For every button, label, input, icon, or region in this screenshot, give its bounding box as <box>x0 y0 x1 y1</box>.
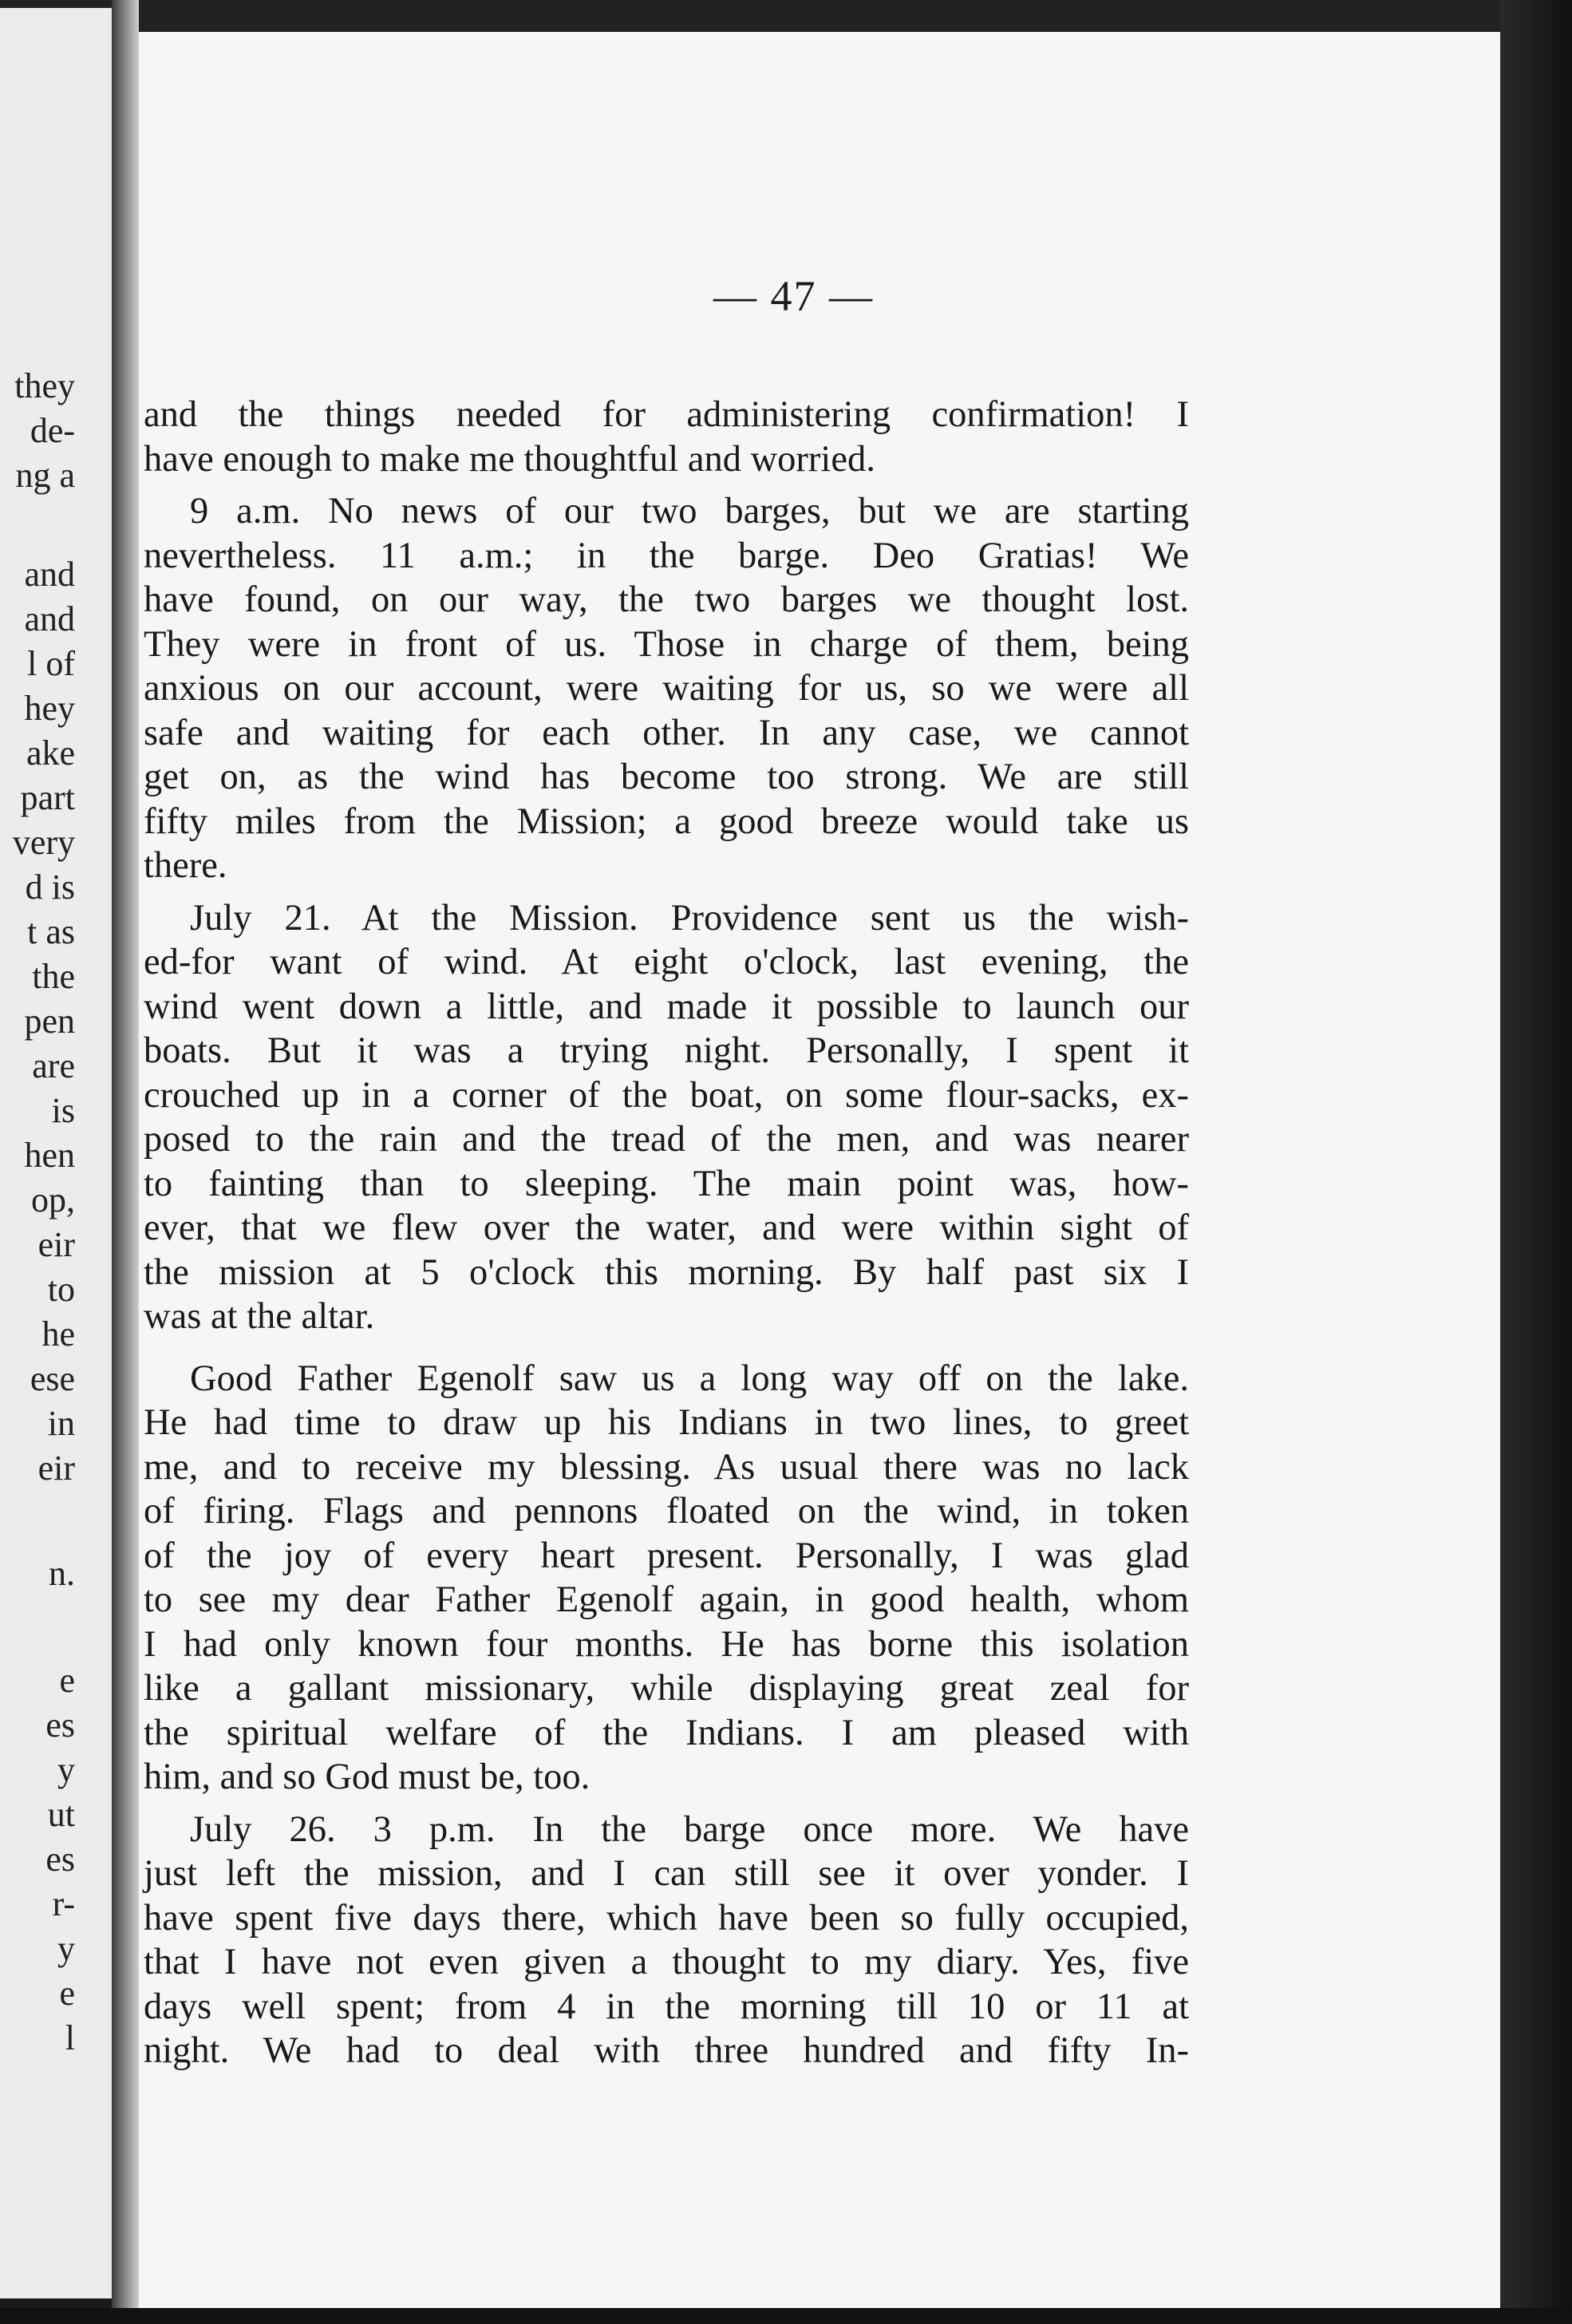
scan-border-bottom <box>0 2308 1572 2324</box>
text-line: boats. But it was a trying night. Personally, I spent it <box>144 1030 1189 1071</box>
facing-page-fragment: part <box>20 778 75 817</box>
facing-page-fragment: e <box>59 1974 75 2013</box>
text-line: nevertheless. 11 a.m.; in the barge. Deo Gratias! We <box>144 535 1189 576</box>
facing-page-fragment: pen <box>24 1002 75 1041</box>
facing-page-fragment: ake <box>26 733 75 773</box>
facing-page-fragment: they <box>14 366 75 405</box>
text-line: just left the mission, and I can still see it over yonder. I <box>144 1853 1189 1894</box>
facing-page-fragment: d is <box>25 868 75 907</box>
text-line: wind went down a little, and made it possible to launch our <box>144 986 1189 1027</box>
facing-page-fragment: eir <box>38 1449 75 1488</box>
text-line: He had time to draw up his Indians in two lines, to greet <box>144 1402 1189 1443</box>
facing-page-fragment: is <box>51 1091 75 1130</box>
text-line: have spent five days there, which have been so fully occupied, <box>144 1897 1189 1939</box>
paragraph <box>144 393 1189 481</box>
facing-page-fragment: ese <box>30 1359 75 1398</box>
text-line: days well spent; from 4 in the morning till 10 or 11 at <box>144 1986 1189 2027</box>
scan-border-top <box>0 0 1572 32</box>
text-line: to fainting than to sleeping. The main point was, how- <box>144 1163 1189 1204</box>
paragraph <box>144 896 1189 1339</box>
facing-page-fragment: ng a <box>15 456 75 495</box>
paragraph <box>144 1808 1189 2073</box>
facing-page-fragment: e <box>59 1661 75 1700</box>
facing-page-fragment: in <box>47 1404 75 1443</box>
facing-page-fragment: r- <box>52 1884 75 1923</box>
facing-page-fragment: n. <box>49 1554 75 1593</box>
facing-page-fragment: ut <box>47 1795 75 1834</box>
text-line: July 26. 3 p.m. In the barge once more. We have <box>190 1808 1189 1850</box>
text-line: ever, that we flew over the water, and were within sight of <box>144 1207 1189 1248</box>
text-line: get on, as the wind has become too strong. We are still <box>144 757 1189 797</box>
facing-page-fragment: hen <box>24 1136 75 1175</box>
facing-page-fragment: very <box>12 823 75 862</box>
facing-page-fragment: the <box>32 957 75 996</box>
text-line: anxious on our account, were waiting for us, so we were all <box>144 668 1189 709</box>
text-line: him, and so God must be, too. <box>144 1757 590 1797</box>
scan-border-right <box>1500 0 1572 2324</box>
body-text <box>144 393 1189 2081</box>
text-line: fifty miles from the Mission; a good breeze would take us <box>144 800 1189 842</box>
facing-page-fragment: es <box>45 1840 75 1879</box>
facing-page-fragment: and <box>24 599 75 638</box>
text-line: ed-for want of wind. At eight o'clock, last evening, the <box>144 942 1189 982</box>
facing-page-fragment: are <box>32 1046 75 1085</box>
text-line: of firing. Flags and pennons floated on the wind, in token <box>144 1491 1189 1532</box>
facing-page-fragment: l <box>65 2018 75 2057</box>
book-gutter <box>112 0 139 2324</box>
book-page <box>139 32 1500 2308</box>
page-number: — 47 — <box>713 272 874 320</box>
text-line: July 21. At the Mission. Providence sent us the wish- <box>190 897 1189 939</box>
text-line: the mission at 5 o'clock this morning. By half past six I <box>144 1251 1189 1293</box>
facing-page-fragment: l of <box>27 644 75 683</box>
text-line: I had only known four months. He has borne this isolation <box>144 1623 1189 1665</box>
text-line: have found, on our way, the two barges we thought lost. <box>144 579 1189 620</box>
text-line: night. We had to deal with three hundred and fifty In- <box>144 2030 1189 2071</box>
text-line: was at the altar. <box>144 1296 375 1337</box>
text-line: Good Father Egenolf saw us a long way off on the lake. <box>190 1358 1189 1399</box>
facing-page-fragment: hey <box>24 689 75 728</box>
text-line: have enough to make me thoughtful and worried. <box>144 438 875 480</box>
text-line: like a gallant missionary, while displaying great zeal for <box>144 1668 1189 1709</box>
facing-page-fragment: y <box>57 1750 75 1789</box>
text-line: the spiritual welfare of the Indians. I am pleased with <box>144 1712 1189 1753</box>
text-line: posed to the rain and the tread of the men, and was nearer <box>144 1119 1189 1160</box>
facing-page-fragment: es <box>45 1705 75 1745</box>
text-line: to see my dear Father Egenolf again, in good health, whom <box>144 1579 1189 1620</box>
text-line: there. <box>144 845 227 886</box>
facing-page-fragment: y <box>57 1929 75 1968</box>
text-line: me, and to receive my blessing. As usual there was no lack <box>144 1446 1189 1488</box>
text-line: They were in front of us. Those in charge of them, being <box>144 623 1189 665</box>
facing-page-fragment: op, <box>31 1180 75 1219</box>
facing-page-fragment: he <box>41 1314 75 1354</box>
paragraph <box>144 489 1189 888</box>
facing-page-fragment: eir <box>38 1225 75 1264</box>
text-line: safe and waiting for each other. In any case, we cannot <box>144 712 1189 753</box>
facing-page-fragment: to <box>47 1270 75 1309</box>
facing-page-fragment: and <box>24 555 75 594</box>
text-line: of the joy of every heart present. Personally, I was glad <box>144 1535 1189 1576</box>
text-line: crouched up in a corner of the boat, on some flour-sacks, ex- <box>144 1074 1189 1116</box>
paragraph <box>144 1357 1189 1800</box>
text-line: and the things needed for administering confirmation! I <box>144 394 1189 435</box>
facing-page-fragment: de- <box>30 411 75 450</box>
facing-page-fragment: t as <box>27 912 75 951</box>
facing-page-left <box>0 8 112 2298</box>
text-line: that I have not even given a thought to my diary. Yes, five <box>144 1942 1189 1982</box>
text-line: 9 a.m. No news of our two barges, but we are starting <box>190 491 1189 532</box>
